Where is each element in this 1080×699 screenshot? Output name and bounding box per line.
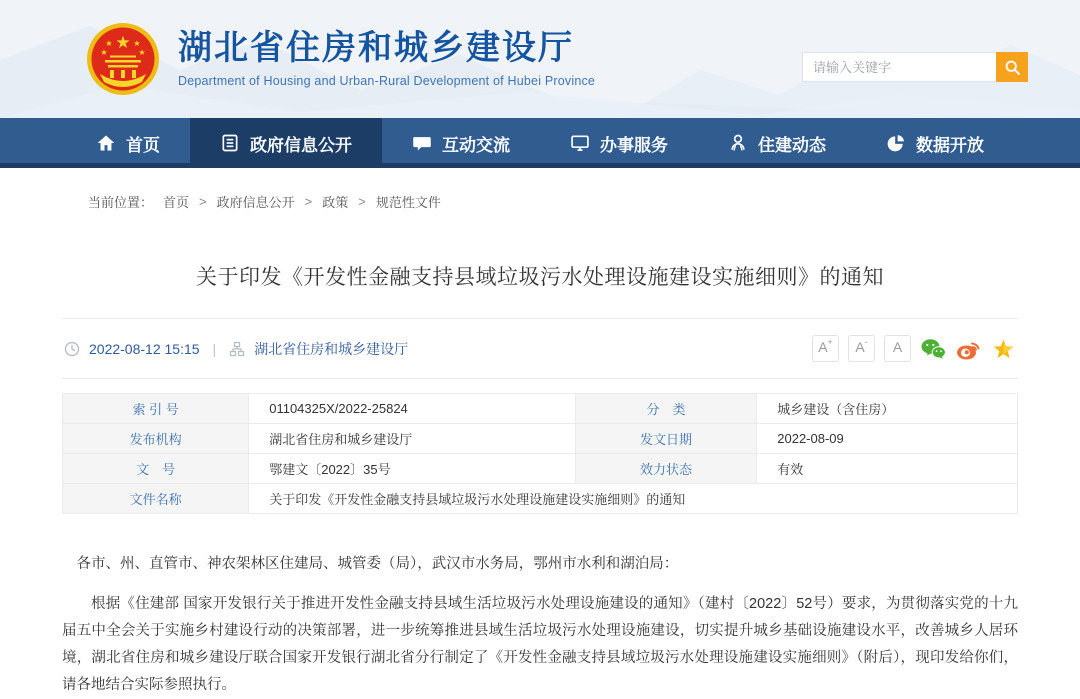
article-tools bbox=[812, 335, 1016, 362]
doc-number-label: 文 号 bbox=[63, 454, 249, 484]
weibo-icon bbox=[956, 337, 981, 361]
nav-item-news[interactable] bbox=[698, 118, 856, 168]
nav-item-interaction[interactable] bbox=[382, 118, 540, 168]
search-button[interactable] bbox=[996, 52, 1028, 82]
site-brand bbox=[178, 30, 595, 88]
site-subtitle: Department of Housing and Urban-Rural Development of Hubei Province bbox=[178, 74, 596, 89]
font-decrease-button[interactable] bbox=[848, 335, 875, 362]
font-btn-label: A bbox=[892, 339, 903, 355]
font-btn-label: A bbox=[855, 339, 865, 355]
nav-item-label: 数据开放 bbox=[916, 135, 984, 155]
article-title: 关于印发《开发性金融支持县域垃圾污水处理设施建设实施细则》的通知 bbox=[196, 266, 884, 289]
nav-item-home[interactable] bbox=[66, 118, 190, 168]
nav-item-label: 住建动态 bbox=[758, 135, 826, 155]
meta-separator: | bbox=[212, 340, 217, 357]
body-paragraph: 根据《住建部 国家开发银行关于推进开发性金融支持县域生活垃圾污水处理设施建设的通知》（建村〔2022〕52号）要求，为贯彻落实党的十九届五中全会关于实施乡村建设行动的决策部署，进一步统筹推进县域生活垃圾污水处理设施建设，切实提升城乡基础设施建设水平，改善城乡人居环境，湖北省住房和城乡建设厅联合国家开发银行湖北省分行制定了《开发性金融支持县域垃圾污水处理设施建设实施细则》（附后），现印发给你们，请各地结合实际参照执行。 bbox=[62, 596, 1018, 693]
breadcrumb-separator: > bbox=[358, 194, 366, 209]
share-weibo-button[interactable] bbox=[955, 336, 981, 362]
clock-icon bbox=[64, 341, 80, 357]
nav-item-label: 政府信息公开 bbox=[250, 135, 352, 155]
monitor-icon bbox=[570, 133, 590, 153]
home-icon bbox=[96, 133, 116, 153]
publish-datetime: 2022-08-12 15:15 bbox=[89, 340, 200, 357]
salutation-line: 各市、州、直管市、神农架林区住建局、城管委（局），武汉市水务局，鄂州市水利和湖泊局： bbox=[76, 556, 679, 572]
wechat-icon bbox=[920, 337, 946, 361]
article-body bbox=[62, 551, 1018, 699]
svg-text:★: ★ bbox=[105, 39, 113, 48]
validity-status-label: 效力状态 bbox=[575, 454, 756, 484]
article-meta bbox=[64, 339, 408, 359]
font-btn-mod: - bbox=[864, 337, 868, 347]
svg-text:★: ★ bbox=[133, 39, 141, 48]
issuing-agency-value: 湖北省住房和城乡建设厅 bbox=[249, 424, 576, 454]
main-nav bbox=[0, 118, 1080, 168]
table-row bbox=[63, 424, 1018, 454]
issuing-agency-label: 发布机构 bbox=[63, 424, 249, 454]
index-number-value: 01104325X/2022-25824 bbox=[249, 394, 576, 424]
nav-item-open-data[interactable] bbox=[856, 118, 1014, 168]
doc-title-label: 文件名称 bbox=[63, 484, 249, 514]
category-label: 分 类 bbox=[575, 394, 756, 424]
index-number-label: 索 引 号 bbox=[63, 394, 249, 424]
doc-title-value: 关于印发《开发性金融支持县域垃圾污水处理设施建设实施细则》的通知 bbox=[249, 484, 1018, 514]
font-btn-mod: + bbox=[827, 337, 833, 347]
qzone-star-icon bbox=[991, 337, 1016, 361]
publish-source[interactable]: 湖北省住房和城乡建设厅 bbox=[254, 340, 409, 357]
person-badge-icon bbox=[728, 133, 748, 153]
doc-number-value: 鄂建文〔2022〕35号 bbox=[249, 454, 576, 484]
document-icon bbox=[220, 133, 240, 153]
pie-chart-icon bbox=[886, 133, 906, 153]
nav-item-label: 办事服务 bbox=[600, 135, 668, 155]
search-input[interactable] bbox=[802, 52, 996, 82]
nav-item-gov-info[interactable] bbox=[190, 118, 382, 168]
table-row bbox=[63, 454, 1018, 484]
share-wechat-button[interactable] bbox=[920, 336, 946, 362]
breadcrumb-label: 当前位置： bbox=[88, 195, 154, 210]
article-meta-row bbox=[62, 318, 1018, 379]
issue-date-value: 2022-08-09 bbox=[757, 424, 1018, 454]
svg-text:★: ★ bbox=[115, 33, 131, 52]
svg-text:★: ★ bbox=[138, 48, 146, 57]
table-row bbox=[63, 394, 1018, 424]
nav-item-label: 互动交流 bbox=[442, 135, 510, 155]
china-national-emblem-icon bbox=[86, 22, 160, 96]
nav-item-label: 首页 bbox=[126, 135, 160, 155]
font-reset-button[interactable] bbox=[884, 335, 911, 362]
issue-date-label: 发文日期 bbox=[575, 424, 756, 454]
breadcrumb-item-policy[interactable]: 政策 bbox=[322, 195, 349, 210]
breadcrumb bbox=[0, 168, 1080, 211]
site-title: 湖北省住房和城乡建设厅 bbox=[178, 28, 574, 67]
font-btn-label: A bbox=[818, 339, 828, 355]
search-icon bbox=[1004, 59, 1021, 76]
share-qzone-button[interactable] bbox=[990, 336, 1016, 362]
organization-icon bbox=[229, 341, 245, 357]
category-value: 城乡建设（含住房） bbox=[757, 394, 1018, 424]
breadcrumb-separator: > bbox=[304, 194, 313, 209]
chat-bubble-icon bbox=[412, 133, 432, 153]
document-info-table bbox=[62, 393, 1018, 514]
breadcrumb-item-gov-info[interactable]: 政府信息公开 bbox=[216, 195, 295, 210]
article-container bbox=[62, 261, 1018, 699]
breadcrumb-separator: > bbox=[199, 194, 207, 209]
font-increase-button[interactable] bbox=[812, 335, 839, 362]
site-header bbox=[0, 0, 1080, 118]
validity-status-value: 有效 bbox=[757, 454, 1018, 484]
search-bar bbox=[802, 52, 1028, 82]
nav-item-services[interactable] bbox=[540, 118, 698, 168]
table-row bbox=[63, 484, 1018, 514]
breadcrumb-item-normative-docs[interactable]: 规范性文件 bbox=[375, 195, 441, 210]
svg-text:★: ★ bbox=[100, 48, 108, 57]
breadcrumb-item-home[interactable]: 首页 bbox=[163, 195, 190, 210]
